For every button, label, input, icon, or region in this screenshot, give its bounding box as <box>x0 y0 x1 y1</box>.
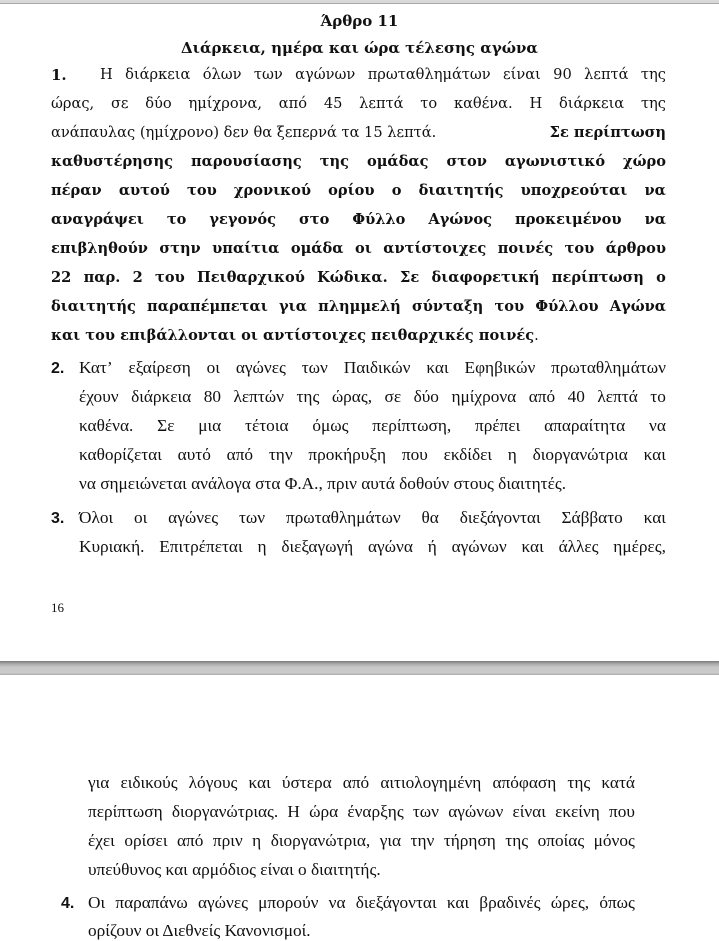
word: είναι <box>512 802 546 821</box>
word: από <box>342 773 370 792</box>
word: διάρκεια <box>125 66 191 83</box>
word: αγώνων <box>448 802 504 821</box>
word: υποχρεούται <box>520 182 628 199</box>
paragraph-line-bold <box>51 269 666 286</box>
word: της <box>296 387 320 406</box>
word: Κυριακή. <box>79 537 145 556</box>
word: που <box>401 445 428 464</box>
paragraph-line <box>79 416 666 436</box>
word: ορίσει <box>124 831 168 850</box>
word: Σε <box>157 416 175 435</box>
word: γεγονός <box>209 211 277 228</box>
article-heading: Άρθρο 11 <box>320 12 399 30</box>
word: Η <box>287 802 300 821</box>
word: χώρο <box>623 153 666 170</box>
word: οι <box>354 240 372 257</box>
word: αυτού <box>118 182 170 199</box>
word: λεπτά <box>359 95 404 112</box>
word: Κώδικα. <box>317 269 388 286</box>
word: λεπτών <box>233 387 284 406</box>
word: μπορούν <box>258 893 319 912</box>
word: του <box>155 269 185 286</box>
word: της <box>640 66 666 83</box>
word: χρονικού <box>233 182 311 199</box>
word: αιτιολογημένη <box>380 773 482 792</box>
word: καθένα. <box>79 416 134 435</box>
word: δύο <box>413 387 439 406</box>
word: οι <box>206 358 220 377</box>
word: καθένα. <box>453 95 513 112</box>
word: διάρκεια <box>558 95 625 112</box>
pdf-page-17 <box>0 675 719 940</box>
word: ο <box>391 182 402 199</box>
word: των <box>238 508 266 527</box>
word: πρέπει <box>475 416 521 435</box>
word: του <box>187 182 217 199</box>
paragraph-line <box>51 95 666 112</box>
paragraph-number: 2. <box>51 360 65 377</box>
word: αγώνων <box>451 537 507 556</box>
word: ύστερα <box>281 773 332 792</box>
word: της <box>640 95 666 112</box>
paragraph-text-bold: και του επιβάλλονται οι αντίστοιχες πειθαρχικές ποινές <box>51 327 535 344</box>
word: Σάββατο <box>561 508 623 527</box>
word: 45 <box>323 95 343 112</box>
word: πριν <box>212 831 243 850</box>
paragraph-text: . <box>534 327 539 344</box>
word: Η <box>529 95 543 112</box>
word: εκείνη <box>555 802 600 821</box>
word: από <box>226 445 254 464</box>
word: έχουν <box>79 387 119 406</box>
word: Πειθαρχικού <box>196 269 305 286</box>
page-number: 16 <box>51 600 64 615</box>
word: να <box>328 893 346 912</box>
word: Εφηβικών <box>464 358 536 377</box>
paragraph-text: ανάπαυλας (ημίχρονο) δεν θα ξεπερνά τα 15 λεπτά. <box>51 124 437 141</box>
word: ορίου <box>328 182 375 199</box>
word: λόγους <box>188 773 238 792</box>
word: στην <box>159 240 201 257</box>
word: προκειμένου <box>515 211 622 228</box>
word: υπαίτια <box>212 240 280 257</box>
word: τέτοια <box>245 416 289 435</box>
paragraph-number: 1. <box>51 66 67 84</box>
paragraph-line <box>88 802 635 822</box>
word: Φύλλου <box>535 298 599 315</box>
word: όπως <box>599 893 635 912</box>
paragraph-line-bold <box>51 211 666 228</box>
word: πρωταθλημάτων <box>551 358 666 377</box>
word: του <box>564 240 595 257</box>
word: όμως <box>312 416 349 435</box>
word: η <box>252 831 262 850</box>
word: παραπάνω <box>115 893 188 912</box>
word: διαιτητής <box>418 182 504 199</box>
word: Αγώνα <box>609 298 666 315</box>
word: της <box>319 153 350 170</box>
word: σε <box>110 95 129 112</box>
word: εκδίδει <box>443 445 492 464</box>
word: διεξαγωγή <box>281 537 354 556</box>
word: την <box>268 445 293 464</box>
word: αυτό <box>177 445 211 464</box>
paragraph-line-mixed <box>51 124 666 141</box>
word: αγώνες <box>197 893 248 912</box>
paragraph-line <box>79 537 666 557</box>
word: και <box>426 358 449 377</box>
word: επιβληθούν <box>51 240 148 257</box>
paragraph-line <box>79 387 666 407</box>
word: λεπτά <box>597 387 638 406</box>
word: να <box>649 416 666 435</box>
word: για <box>279 298 307 315</box>
word: ώρας, <box>331 387 373 406</box>
word: ομάδας <box>367 153 429 170</box>
word: ώρας, <box>51 95 95 112</box>
word: έναρξης <box>347 802 404 821</box>
word: ή <box>427 537 437 556</box>
word: μόνος <box>593 831 635 850</box>
word: Σε <box>400 269 420 286</box>
word: πρωταθλημάτων <box>285 508 401 527</box>
word: παρουσίασης <box>191 153 302 170</box>
paragraph-line <box>100 66 666 83</box>
word: του <box>494 298 525 315</box>
word: η <box>257 537 267 556</box>
paragraph-text-bold: Σε περίπτωση <box>549 124 666 141</box>
word: περίπτωση <box>551 269 644 286</box>
paragraph-line-bold <box>51 153 666 170</box>
paragraph-line-mixed <box>51 327 539 344</box>
word: Παιδικών <box>343 358 411 377</box>
paragraph-line <box>79 445 666 465</box>
word: περίπτωση <box>88 802 163 821</box>
word: αντίστοιχες <box>383 240 487 257</box>
word: περίπτωση, <box>372 416 452 435</box>
word: λεπτά <box>584 66 629 83</box>
word: στον <box>446 153 487 170</box>
word: και <box>521 537 544 556</box>
word: διεξάγονται <box>459 508 541 527</box>
paragraph-line: να σημειώνεται ανάλογα στα Φ.Α., πριν αυτά δοθούν στους διαιτητές. <box>79 474 567 493</box>
word: στο <box>299 211 330 228</box>
word: Αγώνος <box>428 211 493 228</box>
word: μια <box>198 416 222 435</box>
word: των <box>301 358 328 377</box>
word: της <box>567 773 591 792</box>
word: σε <box>384 387 402 406</box>
paragraph-line <box>88 893 635 913</box>
word: Οι <box>88 893 106 912</box>
word: των <box>253 66 283 83</box>
word: Κατ’ <box>79 358 113 377</box>
word: για <box>88 773 110 792</box>
word: η <box>507 445 517 464</box>
word: για <box>379 831 402 850</box>
word: πρωταθλημάτων <box>367 66 491 83</box>
word: από <box>278 95 308 112</box>
word: απαραίτητα <box>544 416 626 435</box>
paragraph-number: 4. <box>61 895 75 912</box>
word: διαφορετική <box>431 269 540 286</box>
word: 80 <box>203 387 221 406</box>
word: ώρες, <box>550 893 590 912</box>
paragraph-line <box>79 358 666 378</box>
word: από <box>528 387 556 406</box>
word: πλημμελή <box>318 298 401 315</box>
paragraph-line-bold <box>51 240 666 257</box>
word: ειδικούς <box>120 773 178 792</box>
word: αγώνες <box>235 358 286 377</box>
word: απόφαση <box>492 773 557 792</box>
word: δύο <box>145 95 172 112</box>
word: αγώνων <box>295 66 356 83</box>
word: διοργανώτρια, <box>270 831 371 850</box>
word: της <box>505 831 529 850</box>
word: κατά <box>601 773 635 792</box>
word: παρ. <box>83 269 121 286</box>
word: διεξάγονται <box>355 893 437 912</box>
word: από <box>176 831 204 850</box>
article-subheading: Διάρκεια, ημέρα και ώρα τέλεσης αγώνα <box>181 39 538 57</box>
paragraph-line <box>88 831 635 851</box>
word: των <box>412 802 439 821</box>
word: και <box>643 445 666 464</box>
word: αγώνα <box>367 537 413 556</box>
paragraph-line-bold <box>51 298 666 315</box>
word: το <box>420 95 438 112</box>
word: ημίχρονα <box>451 387 517 406</box>
paragraph-line: υπεύθυνος και αρμόδιος είναι ο διαιτητής. <box>88 860 381 879</box>
word: και <box>446 893 470 912</box>
word: διάρκεια <box>131 387 192 406</box>
paragraph-line-bold <box>51 182 666 199</box>
word: όλων <box>202 66 242 83</box>
word: πέραν <box>51 182 102 199</box>
word: άρθρου <box>605 240 666 257</box>
word: οι <box>134 508 148 527</box>
word: Φύλλο <box>352 211 406 228</box>
word: σύνταξη <box>411 298 484 315</box>
word: ημίχρονα, <box>188 95 263 112</box>
pdf-page-16 <box>0 4 719 661</box>
word: τήρηση <box>443 831 496 850</box>
paragraph-line <box>79 508 666 528</box>
word: το <box>650 387 666 406</box>
word: 2 <box>132 269 143 286</box>
word: διοργανώτριας. <box>171 802 279 821</box>
word: και <box>643 508 666 527</box>
word: το <box>166 211 187 228</box>
paragraph-line <box>88 773 635 793</box>
word: να <box>644 211 666 228</box>
word: παραπέμπεται <box>147 298 268 315</box>
page-separator <box>0 661 719 675</box>
word: θα <box>421 508 439 527</box>
word: και <box>248 773 271 792</box>
word: προκήρυξη <box>308 445 387 464</box>
word: Όλοι <box>79 508 114 527</box>
word: την <box>410 831 435 850</box>
paragraph-line: ορίζουν οι Διεθνείς Κανονισμοί. <box>88 921 311 940</box>
word: βραδινές <box>479 893 541 912</box>
word: ο <box>656 269 666 286</box>
word: καθορίζεται <box>79 445 162 464</box>
word: αναγράψει <box>51 211 144 228</box>
word: 22 <box>51 269 72 286</box>
word: ομάδα <box>290 240 344 257</box>
word: αγώνες <box>168 508 219 527</box>
word: που <box>609 802 635 821</box>
word: έχει <box>88 831 115 850</box>
word: αγωνιστικό <box>504 153 606 170</box>
word: ημέρες, <box>613 537 666 556</box>
paragraph-number: 3. <box>51 510 65 527</box>
word: είναι <box>503 66 541 83</box>
word: ποινές <box>497 240 554 257</box>
word: Η <box>100 66 113 83</box>
word: 90 <box>553 66 572 83</box>
word: οποίας <box>537 831 585 850</box>
word: να <box>644 182 666 199</box>
word: άλλες <box>558 537 599 556</box>
word: Επιτρέπεται <box>159 537 243 556</box>
word: καθυστέρησης <box>51 153 174 170</box>
word: εξαίρεση <box>128 358 191 377</box>
word: διοργανώτρια <box>532 445 628 464</box>
word: ώρα <box>309 802 339 821</box>
word: διαιτητής <box>51 298 136 315</box>
word: 40 <box>567 387 585 406</box>
